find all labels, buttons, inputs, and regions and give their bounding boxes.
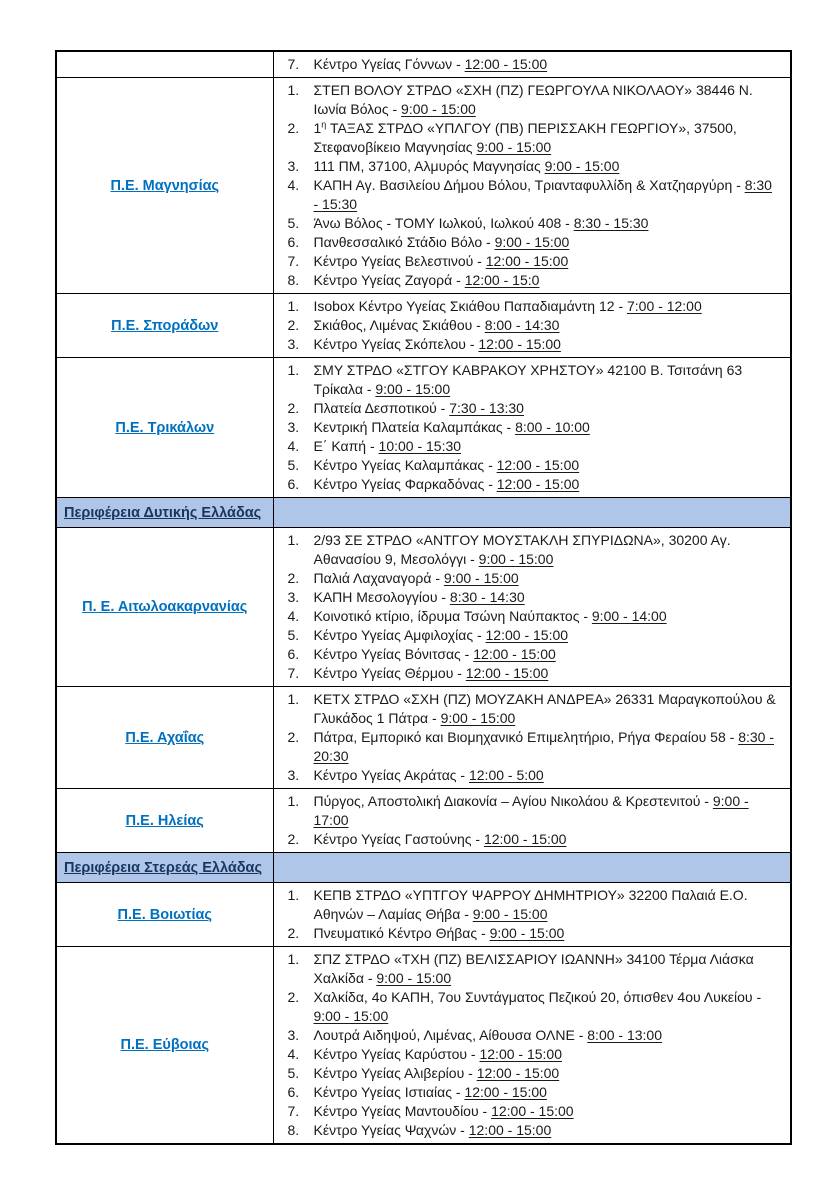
list-item <box>274 157 781 176</box>
item-number: 4. <box>287 438 300 454</box>
table-row <box>56 789 791 853</box>
list-item <box>274 456 781 475</box>
locations-cell <box>273 51 791 78</box>
region-name-cell <box>56 789 273 853</box>
region-group-cell <box>56 853 273 883</box>
location-text: Πνευματικό Κέντρο Θήβας - 9:00 - 15:00 <box>313 925 565 941</box>
schedule-table-body <box>56 51 791 1144</box>
opening-hours: 9:00 - 15:00 <box>440 710 516 726</box>
item-number: 1. <box>287 82 300 98</box>
list-item <box>274 766 781 785</box>
list-item <box>274 792 781 830</box>
location-text: Κέντρο Υγείας Φαρκαδόνας - 12:00 - 15:00 <box>313 476 580 492</box>
location-text: Κέντρο Υγείας Βελεστινού - 12:00 - 15:00 <box>313 253 569 269</box>
region-group-cell-empty <box>273 853 791 883</box>
list-item <box>274 335 781 354</box>
item-number: 1. <box>287 951 300 967</box>
item-number: 1. <box>287 691 300 707</box>
list-item <box>274 1083 781 1102</box>
list-item <box>274 950 781 988</box>
table-row <box>56 78 791 294</box>
table-row <box>56 498 791 528</box>
list-item <box>274 271 781 290</box>
location-text: ΚΕΤΧ ΣΤΡΔΟ «ΣΧΗ (ΠΖ) ΜΟΥΖΑΚΗ ΑΝΔΡΕΑ» 26331 Μαραγκοπούλου & Γλυκάδος 1 Πάτρα - 9:00 - 15:00 <box>313 691 776 726</box>
item-number: 3. <box>287 589 300 605</box>
opening-hours: 8:00 - 14:30 <box>484 317 560 333</box>
item-number: 3. <box>287 336 300 352</box>
opening-hours: 12:00 - 15:0 <box>464 272 540 288</box>
list-item <box>274 119 781 157</box>
table-row <box>56 947 791 1145</box>
table-row <box>56 51 791 78</box>
table-row <box>56 528 791 687</box>
item-number: 3. <box>287 419 300 435</box>
item-number: 2. <box>287 729 300 745</box>
opening-hours: 9:00 - 15:00 <box>472 906 548 922</box>
location-text: 2/93 ΣΕ ΣΤΡΔΟ «ΑΝΤΓΟΥ ΜΟΥΣΤΑΚΛΗ ΣΠΥΡΙΔΩΝΑ», 30200 Αγ. Αθανασίου 9, Μεσολόγγι - 9:00 - 15:00 <box>313 532 731 567</box>
item-number: 7. <box>287 253 300 269</box>
item-number: 3. <box>287 767 300 783</box>
table-row <box>56 883 791 947</box>
opening-hours: 10:00 - 15:30 <box>378 438 462 454</box>
location-text: Κέντρο Υγείας Αμφιλοχίας - 12:00 - 15:00 <box>313 627 569 643</box>
list-item <box>274 418 781 437</box>
item-number: 1. <box>287 793 300 809</box>
item-number: 7. <box>287 56 300 72</box>
item-number: 2. <box>287 925 300 941</box>
region-link[interactable]: Π.Ε. Βοιωτίας <box>117 906 212 923</box>
list-item <box>274 1045 781 1064</box>
region-name-cell <box>56 358 273 498</box>
location-text: Κέντρο Υγείας Γόννων - 12:00 - 15:00 <box>313 56 548 72</box>
location-text: Πύργος, Αποστολική Διακονία – Αγίου Νικολάου & Κρεστενιτού - 9:00 - 17:00 <box>313 793 749 828</box>
location-text: Κεντρική Πλατεία Καλαμπάκας - 8:00 - 10:00 <box>313 419 590 435</box>
region-link[interactable]: Π.Ε. Μαγνησίας <box>110 177 220 194</box>
opening-hours: 12:00 - 15:00 <box>473 646 556 662</box>
item-number: 5. <box>287 215 300 231</box>
item-number: 1. <box>287 532 300 548</box>
opening-hours: 12:00 - 15:00 <box>478 336 561 352</box>
list-item <box>274 361 781 399</box>
item-number: 2. <box>287 317 300 333</box>
opening-hours: 12:00 - 15:00 <box>479 1046 562 1062</box>
item-number: 7. <box>287 1103 300 1119</box>
list-item <box>274 690 781 728</box>
opening-hours: 9:00 - 15:00 <box>313 1008 389 1024</box>
list-item <box>274 55 781 74</box>
list-item <box>274 297 781 316</box>
opening-hours: 9:00 - 15:00 <box>478 551 554 567</box>
location-text: 111 ΠΜ, 37100, Αλμυρός Μαγνησίας 9:00 - 15:00 <box>313 158 620 174</box>
opening-hours: 12:00 - 15:00 <box>485 627 569 643</box>
item-number: 3. <box>287 158 300 174</box>
locations-cell <box>273 687 791 789</box>
location-text: Κέντρο Υγείας Σκόπελου - 12:00 - 15:00 <box>313 336 561 352</box>
opening-hours: 12:00 - 15:00 <box>485 253 569 269</box>
list-item <box>274 1026 781 1045</box>
locations-cell <box>273 947 791 1145</box>
list-item <box>274 645 781 664</box>
list-item <box>274 664 781 683</box>
location-text: Κέντρο Υγείας Μαντουδίου - 12:00 - 15:00 <box>313 1103 574 1119</box>
location-text: Πανθεσσαλικό Στάδιο Βόλο - 9:00 - 15:00 <box>313 234 570 250</box>
item-number: 3. <box>287 1027 300 1043</box>
item-number: 4. <box>287 1046 300 1062</box>
opening-hours: 9:00 - 15:00 <box>489 925 565 941</box>
item-number: 7. <box>287 665 300 681</box>
opening-hours: 8:30 - 15:30 <box>573 215 649 231</box>
item-number: 4. <box>287 608 300 624</box>
location-text: Isobox Κέντρο Υγείας Σκιάθου Παπαδιαμάντη 12 - 7:00 - 12:00 <box>313 298 702 314</box>
region-link[interactable]: Π.Ε. Σποράδων <box>111 317 219 334</box>
location-text: ΚΑΠΗ Αγ. Βασιλείου Δήμου Βόλου, Τριανταφυλλίδη & Χατζηαργύρη - 8:30 - 15:30 <box>313 177 772 212</box>
location-text: Κέντρο Υγείας Βόνιτσας - 12:00 - 15:00 <box>313 646 556 662</box>
opening-hours: 9:00 - 17:00 <box>313 793 749 828</box>
item-number: 1. <box>287 887 300 903</box>
location-text: ΣΠΖ ΣΤΡΔΟ «ΤΧΗ (ΠΖ) ΒΕΛΙΣΣΑΡΙΟΥ ΙΩΑΝΝΗ» 34100 Τέρμα Λιάσκα Χαλκίδα - 9:00 - 15:00 <box>313 951 754 986</box>
item-number: 5. <box>287 627 300 643</box>
item-number: 2. <box>287 570 300 586</box>
locations-cell <box>273 358 791 498</box>
location-text: ΣΤΕΠ ΒΟΛΟΥ ΣΤΡΔΟ «ΣΧΗ (ΠΖ) ΓΕΩΡΓΟΥΛΑ ΝΙΚΟΛΑΟΥ» 38446 Ν. Ιωνία Βόλος - 9:00 - 15:00 <box>313 82 753 117</box>
table-row <box>56 687 791 789</box>
location-text: Κέντρο Υγείας Καρύστου - 12:00 - 15:00 <box>313 1046 562 1062</box>
opening-hours: 8:30 - 20:30 <box>313 729 774 764</box>
list-item <box>274 531 781 569</box>
location-text: $1^\eta$ ΤΑΞΑΣ ΣΤΡΔΟ «ΥΠΛΓΟΥ (ΠΒ) ΠΕΡΙΣΣΑΚΗ ΓΕΩΡΓΙΟΥ», 37500, Στεφανοβίκειο Μαγνησίας 9:00 - 15:00 <box>313 119 737 155</box>
item-number: 5. <box>287 457 300 473</box>
list-item <box>274 830 781 849</box>
region-link[interactable]: Π.Ε. Ηλείας <box>125 812 204 829</box>
region-name-cell <box>56 687 273 789</box>
opening-hours: 9:00 - 15:00 <box>443 570 519 586</box>
location-text: ΣΜΥ ΣΤΡΔΟ «ΣΤΓΟΥ ΚΑΒΡΑΚΟΥ ΧΡΗΣΤΟΥ» 42100 Β. Τσιτσάνη 63 Τρίκαλα - 9:00 - 15:00 <box>313 362 743 397</box>
region-name-cell <box>56 883 273 947</box>
opening-hours: 12:00 - 15:00 <box>496 457 580 473</box>
location-text: Πάτρα, Εμπορικό και Βιομηχανικό Επιμελητήριο, Ρήγα Φεραίου 58 - 8:30 - 20:30 <box>313 729 774 764</box>
region-group-label: Περιφέρεια Δυτικής Ελλάδας <box>64 504 262 521</box>
item-number: 1. <box>287 298 300 314</box>
opening-hours: 8:00 - 10:00 <box>515 419 590 435</box>
item-number: 6. <box>287 476 300 492</box>
table-row <box>56 853 791 883</box>
location-text: Χαλκίδα, 4ο ΚΑΠΗ, 7ου Συντάγματος Πεζικού 20, όπισθεν 4ου Λυκείου - 9:00 - 15:00 <box>313 989 762 1024</box>
opening-hours: 12:00 - 15:00 <box>464 56 548 72</box>
list-item <box>274 886 781 924</box>
locations-cell <box>273 528 791 687</box>
opening-hours: 9:00 - 15:00 <box>401 101 476 117</box>
item-number: 6. <box>287 234 300 250</box>
opening-hours: 12:00 - 15:00 <box>468 1122 552 1138</box>
item-number: 1. <box>287 362 300 378</box>
opening-hours: 12:00 - 15:00 <box>491 1103 574 1119</box>
locations-cell <box>273 883 791 947</box>
opening-hours: 7:30 - 13:30 <box>449 400 524 416</box>
region-link[interactable]: Π.Ε. Τρικάλων <box>115 419 215 436</box>
region-group-cell <box>56 498 273 528</box>
list-item <box>274 176 781 214</box>
item-number: 2. <box>287 400 300 416</box>
location-text: Σκιάθος, Λιμένας Σκιάθου - 8:00 - 14:30 <box>313 317 560 333</box>
region-group-cell-empty <box>273 498 791 528</box>
region-link[interactable]: Π.Ε. Αχαΐας <box>125 729 205 746</box>
region-name-cell <box>56 51 273 78</box>
location-text: Κοινοτικό κτίριο, ίδρυμα Τσώνη Ναύπακτος - 9:00 - 14:00 <box>313 608 667 624</box>
list-item <box>274 569 781 588</box>
opening-hours: 8:30 - 15:30 <box>313 177 772 212</box>
location-text: Κέντρο Υγείας Ζαγορά - 12:00 - 15:0 <box>313 272 540 288</box>
opening-hours: 7:00 - 12:00 <box>627 298 702 314</box>
list-item <box>274 252 781 271</box>
locations-cell <box>273 294 791 358</box>
locations-cell <box>273 78 791 294</box>
item-number: 2. <box>287 989 300 1005</box>
list-item <box>274 988 781 1026</box>
location-text: ΚΑΠΗ Μεσολογγίου - 8:30 - 14:30 <box>313 589 525 605</box>
location-text: Κέντρο Υγείας Θέρμου - 12:00 - 15:00 <box>313 665 549 681</box>
list-item <box>274 475 781 494</box>
region-name-cell <box>56 78 273 294</box>
list-item <box>274 81 781 119</box>
opening-hours: 12:00 - 15:00 <box>483 831 567 847</box>
list-item <box>274 437 781 456</box>
list-item <box>274 233 781 252</box>
opening-hours: 8:30 - 14:30 <box>449 589 525 605</box>
list-item <box>274 626 781 645</box>
opening-hours: 12:00 - 5:00 <box>468 767 544 783</box>
item-number: 4. <box>287 177 300 193</box>
item-number: 2. <box>287 831 300 847</box>
opening-hours: 8:00 - 13:00 <box>587 1027 662 1043</box>
opening-hours: 12:00 - 15:00 <box>465 665 549 681</box>
location-text: Κέντρο Υγείας Γαστούνης - 12:00 - 15:00 <box>313 831 567 847</box>
table-row <box>56 294 791 358</box>
list-item <box>274 607 781 626</box>
region-link[interactable]: Π.Ε. Εύβοιας <box>120 1037 210 1053</box>
list-item <box>274 316 781 335</box>
location-text: Κέντρο Υγείας Αλιβερίου - 12:00 - 15:00 <box>313 1065 560 1081</box>
list-item <box>274 1102 781 1121</box>
opening-hours: 12:00 - 15:00 <box>464 1084 547 1100</box>
region-link[interactable]: Π. Ε. Αιτωλοακαρνανίας <box>82 599 248 615</box>
list-item <box>274 399 781 418</box>
list-item <box>274 214 781 233</box>
location-text: Παλιά Λαχαναγορά - 9:00 - 15:00 <box>313 570 519 586</box>
location-text: Άνω Βόλος - ΤΟΜΥ Ιωλκού, Ιωλκού 408 - 8:30 - 15:30 <box>313 215 649 231</box>
item-number: 6. <box>287 1084 300 1100</box>
location-text: Κέντρο Υγείας Ψαχνών - 12:00 - 15:00 <box>313 1122 552 1138</box>
location-text: Κέντρο Υγείας Ακράτας - 12:00 - 5:00 <box>313 767 544 783</box>
list-item <box>274 924 781 943</box>
location-text: Κέντρο Υγείας Ιστιαίας - 12:00 - 15:00 <box>313 1084 547 1100</box>
region-name-cell <box>56 528 273 687</box>
item-number: 6. <box>287 646 300 662</box>
schedule-table <box>55 50 792 1145</box>
location-text: ΚΕΠΒ ΣΤΡΔΟ «ΥΠΤΓΟΥ ΨΑΡΡΟΥ ΔΗΜΗΤΡΙΟΥ» 32200 Παλαιά Ε.Ο. Αθηνών – Λαμίας Θήβα - 9:00 - 15:00 <box>313 887 748 922</box>
list-item <box>274 588 781 607</box>
opening-hours: 9:00 - 15:00 <box>476 139 552 155</box>
list-item <box>274 1064 781 1083</box>
item-number: 5. <box>287 1065 300 1081</box>
ordinal-superscript: η <box>321 119 327 130</box>
locations-cell <box>273 789 791 853</box>
opening-hours: 9:00 - 15:00 <box>375 381 451 397</box>
opening-hours: 9:00 - 14:00 <box>591 608 667 624</box>
region-name-cell <box>56 294 273 358</box>
opening-hours: 9:00 - 15:00 <box>494 234 570 250</box>
list-item <box>274 1121 781 1140</box>
region-group-label: Περιφέρεια Στερεάς Ελλάδας <box>64 859 263 876</box>
location-text: Λουτρά Αιδηψού, Λιμένας, Αίθουσα ΟΛΝΕ - 8:00 - 13:00 <box>313 1027 662 1043</box>
opening-hours: 12:00 - 15:00 <box>496 476 580 492</box>
location-text: Πλατεία Δεσποτικού - 7:30 - 13:30 <box>313 400 524 416</box>
table-row <box>56 358 791 498</box>
opening-hours: 9:00 - 15:00 <box>376 970 452 986</box>
item-number: 8. <box>287 1122 300 1138</box>
item-number: 2. <box>287 120 300 136</box>
location-text: Κέντρο Υγείας Καλαμπάκας - 12:00 - 15:00 <box>313 457 580 473</box>
list-item <box>274 728 781 766</box>
item-number: 8. <box>287 272 300 288</box>
location-text: Ε΄ Καπή - 10:00 - 15:30 <box>313 438 462 454</box>
opening-hours: 9:00 - 15:00 <box>544 158 620 174</box>
region-name-cell <box>56 947 273 1145</box>
opening-hours: 12:00 - 15:00 <box>476 1065 560 1081</box>
